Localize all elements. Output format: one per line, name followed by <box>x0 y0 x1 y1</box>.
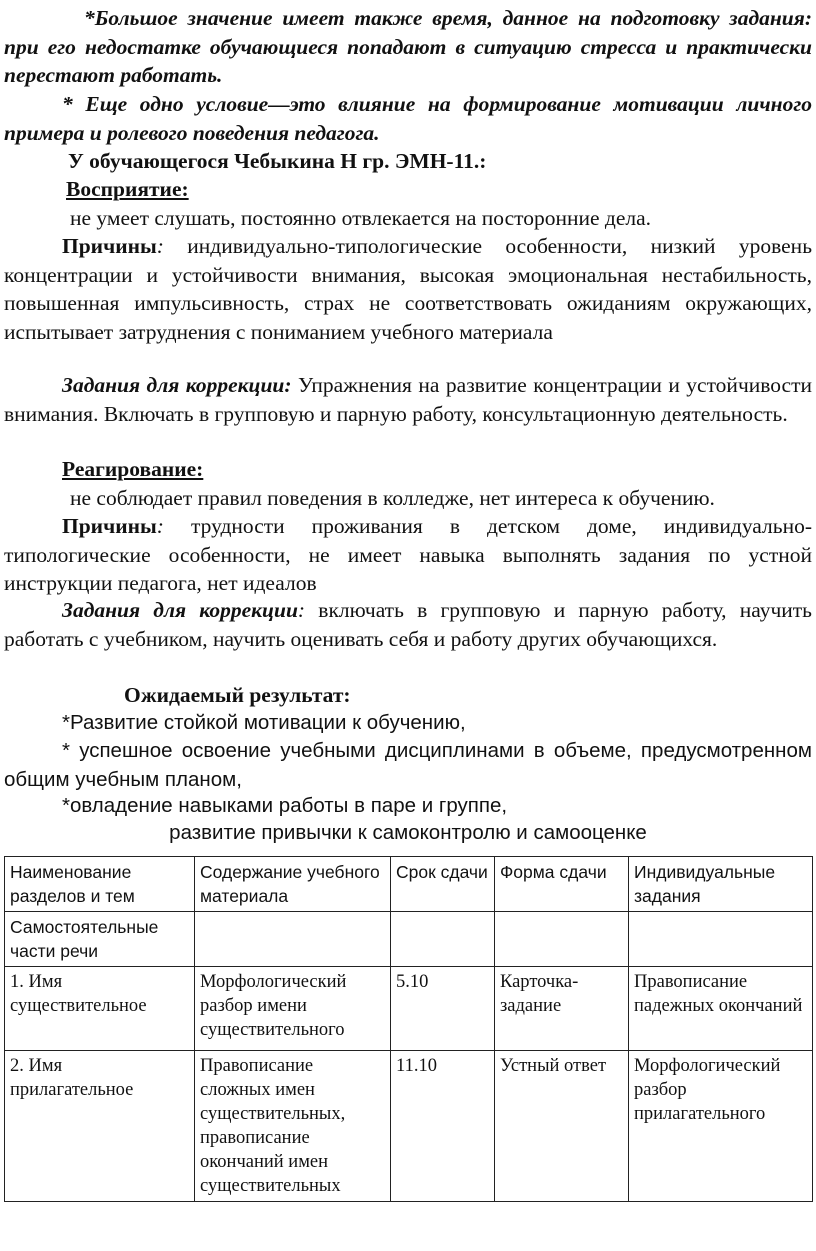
table-header-row <box>5 857 813 912</box>
expected-item-teamwork: *овладение навыками работы в паре и группе, <box>62 794 508 817</box>
note-time-preparation: *Большое значение имеет также время, данное на подготовку задания: при его недостатке обучающиеся попадают в ситуацию стресса и практически перестают работать. <box>4 6 812 88</box>
expected-item-self-control: развитие привычки к самоконтролю и самооценке <box>169 821 647 844</box>
reaction-description: не соблюдает правил поведения в колледже, нет интереса к обучению. <box>70 486 715 510</box>
table-row <box>5 912 813 967</box>
perception-description: не умеет слушать, постоянно отвлекается на посторонние дела. <box>70 206 652 230</box>
table-cell <box>629 912 813 967</box>
expected-item-disciplines: * успешное освоение учебными дисциплинами в объеме, предусмотренном общим учебным планом, <box>4 739 812 791</box>
expected-item-motivation: *Развитие стойкой мотивации к обучению, <box>62 711 466 734</box>
table-cell: Правописание падежных окончаний <box>629 967 813 1051</box>
table-cell: 2. Имя прилагательное <box>5 1051 195 1202</box>
perception-heading: Восприятие: <box>66 177 189 201</box>
perception-causes: Причины: индивидуально-типологические особенности, низкий уровень концентрации и устойчивости внимания, высокая эмоциональная нестабильность, повышенная импульсивность, страх не соответствовать ожиданиям окружающих, испытывает затруднения с пониманием учебного материала <box>4 234 812 344</box>
study-plan-table <box>4 856 813 1202</box>
table-cell: Самостоятельные части речи <box>5 912 195 967</box>
table-cell <box>195 912 391 967</box>
table-cell: Правописание сложных имен существительных, правописание окончаний имен существительных <box>195 1051 391 1202</box>
student-heading: У обучающегося Чебыкина Н гр. ЭМН-11.: <box>68 149 487 173</box>
table-header-cell: Срок сдачи <box>391 857 495 912</box>
perception-causes-label: Причины <box>62 234 157 258</box>
table-cell: 1. Имя существительное <box>5 967 195 1051</box>
perception-tasks: Задания для коррекции: Упражнения на развитие концентрации и устойчивости внимания. Включать в групповую и парную работу, консультационную деятельность. <box>4 373 812 426</box>
perception-tasks-label: Задания для коррекции: <box>62 373 292 397</box>
table-cell: Морфологический разбор прилагательного <box>629 1051 813 1202</box>
reaction-causes-label: Причины <box>62 514 157 538</box>
reaction-tasks: Задания для коррекции: включать в групповую и парную работу, научить работать с учебником, научить оценивать себя и работу других обучающихся. <box>4 598 812 651</box>
table-row <box>5 1051 813 1202</box>
reaction-heading: Реагирование: <box>62 457 204 481</box>
table-cell: Морфологический разбор имени существительного <box>195 967 391 1051</box>
table-cell: Устный ответ <box>495 1051 629 1202</box>
reaction-tasks-label: Задания для коррекции <box>62 598 298 622</box>
reaction-causes: Причины: трудности проживания в детском доме, индивидуально-типологические особенности, не имеет навыка выполнять задания по устной инструкции педагога, нет идеалов <box>4 514 812 596</box>
table-header-cell: Содержание учебного материала <box>195 857 391 912</box>
table-header-cell: Форма сдачи <box>495 857 629 912</box>
table-header-cell: Наименование разделов и тем <box>5 857 195 912</box>
expected-result-heading: Ожидаемый результат: <box>124 683 351 707</box>
table-cell: 5.10 <box>391 967 495 1051</box>
table-cell <box>391 912 495 967</box>
table-cell: 11.10 <box>391 1051 495 1202</box>
table-cell <box>495 912 629 967</box>
note-teacher-example: * Еще одно условие—это влияние на формирование мотивации личного примера и ролевого поведения педагога. <box>4 92 812 145</box>
table-row <box>5 967 813 1051</box>
table-cell: Карточка-задание <box>495 967 629 1051</box>
table-header-cell: Индивидуальные задания <box>629 857 813 912</box>
